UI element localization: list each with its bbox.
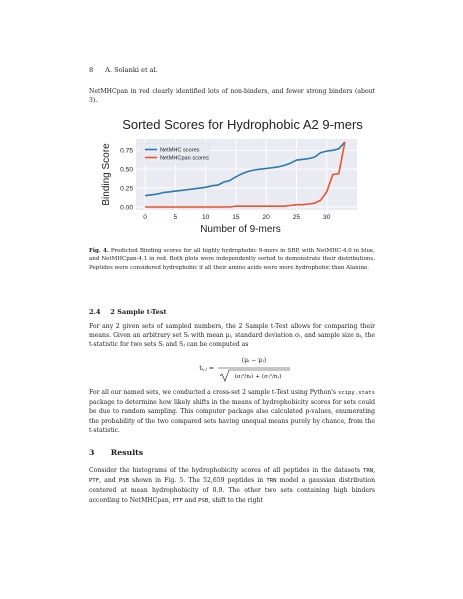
results-and-2: and <box>182 496 199 504</box>
section-2-4-para2-a: For all our named sets, we conducted a cross-set 2 sample t-Test using Python's <box>89 389 338 396</box>
running-header <box>89 66 158 74</box>
page-number: 8 <box>89 66 94 74</box>
dataset-trn-2: TRN <box>266 478 277 485</box>
caption-text: Predicted Binding scores for all highly hydrophobic 9-mers in SRP, with NetMHC-4.0 in blue, and NetMHCpan-4.1 in red. Both plots were independently sorted to demonstrate their distributions. Peptides were considered hydrophobic if all their amino acids were more hydrophobic than Alanine. <box>89 248 375 271</box>
results-text-b: shown in Fig. 5. The 52,659 peptides in <box>128 477 267 485</box>
results-and: , and <box>99 477 119 485</box>
caption-label: Fig. 4. <box>89 248 109 254</box>
x-axis-label: Number of 9-mers <box>200 224 281 235</box>
chart-title: Sorted Scores for Hydrophobic A2 9-mers <box>122 117 363 132</box>
figure-caption <box>89 247 375 272</box>
section-3-heading <box>89 448 143 457</box>
results-text-c: model a gaussian distribution centered at mean hydrophobicity of 0.9. The other two sets containing high binders according to NetMHCpan, <box>89 477 375 504</box>
t-statistic-formula <box>89 349 375 385</box>
section-3-paragraph <box>89 466 375 506</box>
results-comma: , <box>373 467 375 474</box>
legend-label-1: NetMHC scores <box>160 147 200 154</box>
y-axis-label: Binding Score <box>101 143 112 206</box>
x-tick-label: 25 <box>292 214 301 221</box>
section-2-4-number: 2.4 <box>89 308 101 316</box>
x-tick-label: 30 <box>323 214 331 221</box>
dataset-psb: PSB <box>118 478 129 485</box>
running-authors: A. Solanki et al. <box>105 66 158 74</box>
x-tick-label: 5 <box>173 214 178 221</box>
intro-paragraph <box>89 87 375 105</box>
section-2-4-heading <box>89 308 167 316</box>
section-2-4-para1 <box>89 322 375 350</box>
legend-label-2: NetMHCpan scores <box>160 155 209 162</box>
x-tick-label: 0 <box>143 214 147 221</box>
dataset-psb-2: PSB <box>198 497 209 504</box>
x-tick-label: 15 <box>232 214 240 221</box>
section-2-4-title: 2 Sample t-Test <box>110 308 167 316</box>
dataset-trn: TRN <box>362 468 374 474</box>
dataset-ptf-2: PTF <box>172 497 183 504</box>
dataset-ptf: PTF <box>89 478 100 485</box>
section-2-4-para2-b: package to determine how likely shifts in the means of hydrophobicity scores for sets could be due to random sampling. This computer package also calculated p-values, enumerating the probability of the two compared sets having unequal means purely by chance, from the t-statistic. <box>89 399 375 434</box>
section-3-number: 3 <box>89 448 95 457</box>
x-tick-label: 10 <box>201 214 210 221</box>
x-tick-label: 20 <box>262 214 270 221</box>
results-text-d: , shift to the right <box>208 496 263 504</box>
sorted-scores-chart <box>89 108 375 236</box>
section-2-4-para1-text: For any 2 given sets of sampled numbers, the 2 Sample t-Test allows for comparing their means. Given an arbitrary set Sᵢ with mean μᵢ, standard deviation σᵢ, and sample size nᵢ, the t-statistic for two sets Sᵢ and Sⱼ can be computed as <box>89 323 375 349</box>
y-tick-label: 0.75 <box>120 147 133 155</box>
scipy-stats-code: scipy.stats <box>337 390 375 396</box>
y-tick-label: 0.50 <box>120 166 133 174</box>
section-3-title: Results <box>110 448 144 457</box>
section-2-4-para2 <box>89 388 375 435</box>
y-tick-label: 0.00 <box>120 204 133 212</box>
intro-text: NetMHCpan in red clearly identified lots of non-binders, and fewer strong binders (about 3). <box>89 88 375 105</box>
formula-numerator: (μᵢ − μⱼ) <box>241 357 267 364</box>
formula-lhs: tᵢ,ⱼ = <box>199 365 214 372</box>
y-tick-label: 0.25 <box>120 185 133 193</box>
formula-denominator: (σᵢ²/nᵢ) + (σⱼ²/nⱼ) <box>234 374 282 380</box>
results-text-a: Consider the histograms of the hydrophobicity scores of all peptides in the datasets <box>89 467 363 474</box>
